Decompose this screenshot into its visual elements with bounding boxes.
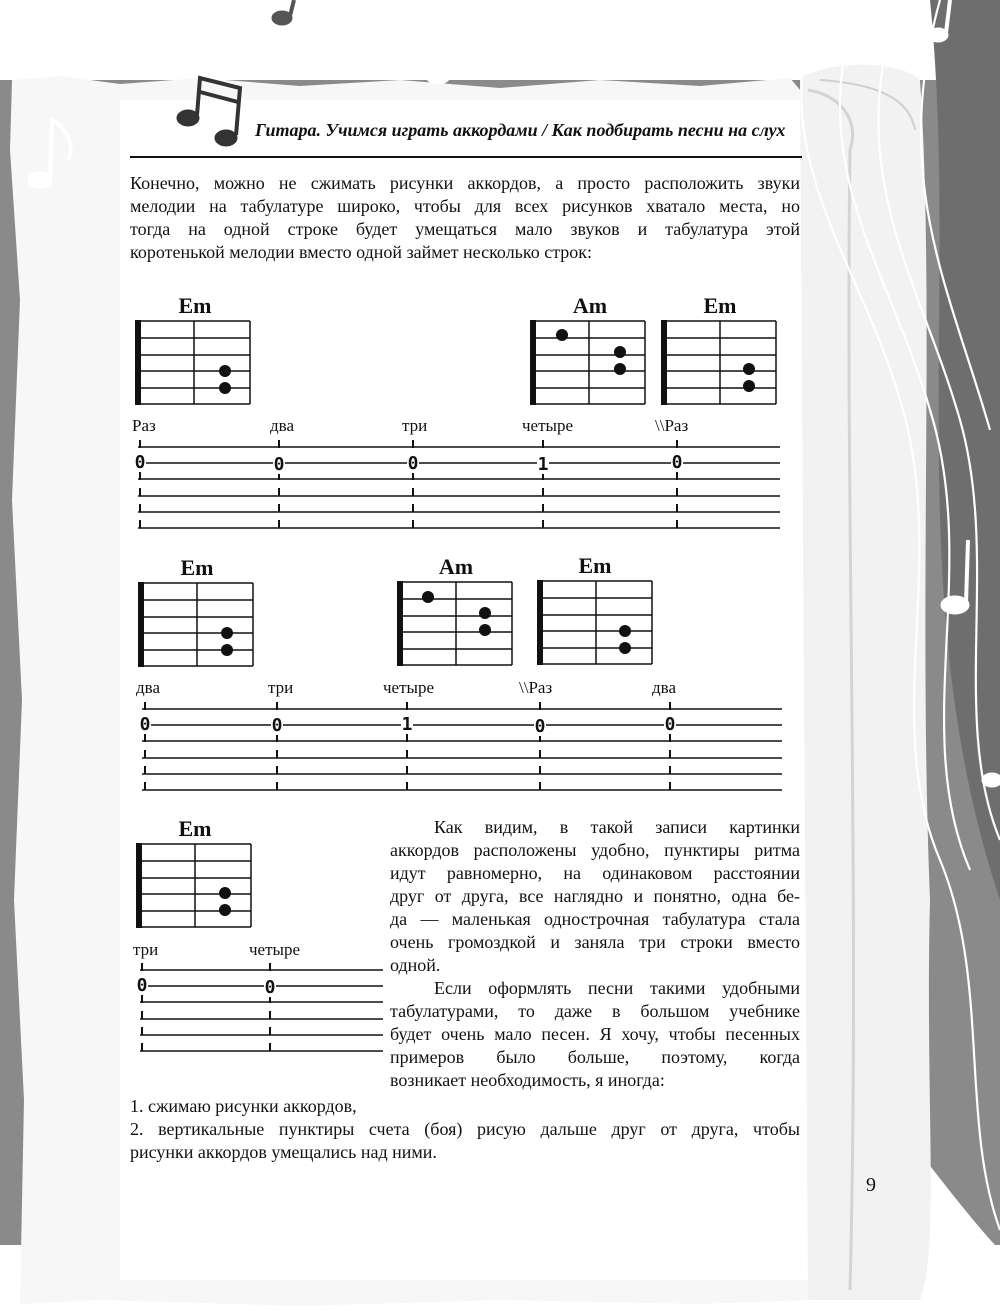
chord-name: Am <box>438 554 474 579</box>
beat-label: \\Раз <box>519 678 553 697</box>
beat-label: три <box>402 416 428 435</box>
beat-label: \\Раз <box>655 416 689 435</box>
list-item: 1. сжимаю рисунки аккордов, <box>130 1096 357 1116</box>
tablature-staff <box>140 702 790 802</box>
chord-name: Am <box>572 293 608 318</box>
beat-label: два <box>652 678 676 697</box>
chord-diagram-icon <box>135 841 255 931</box>
beat-label: три <box>133 940 159 959</box>
beat-label: два <box>270 416 294 435</box>
chord-name: Em <box>178 293 212 318</box>
beat-label: четыре <box>522 416 573 435</box>
text-line: да — маленькая однострочная табулатура стала <box>390 909 800 929</box>
tab-fret-number: 0 <box>671 452 683 473</box>
text-line: друг от друга, все наглядно и понятно, одна бе- <box>390 886 800 906</box>
text-line: будет очень мало песен. Я хочу, чтобы песенных <box>390 1024 800 1044</box>
tab-fret-number: 0 <box>136 975 148 996</box>
tablature-staff <box>136 440 786 540</box>
tab-fret-number: 0 <box>273 454 285 475</box>
text-line: одной. <box>390 955 441 975</box>
tab-fret-number: 0 <box>264 977 276 998</box>
text-line: тогда на одной строке будет умещаться мало звуков и табулатура этой <box>130 219 800 239</box>
text-line: табулатурами, то даже в большом учебнике <box>390 1001 800 1021</box>
chord-name: Em <box>180 555 214 580</box>
chord-diagram-icon <box>396 579 516 669</box>
text-line: аккордов расположены удобно, пунктиры ритма <box>390 840 800 860</box>
header-rule <box>130 156 802 158</box>
list-item: рисунки аккордов умещались над ними. <box>130 1142 437 1162</box>
chord-name: Em <box>578 553 612 578</box>
tab-fret-number: 0 <box>407 453 419 474</box>
page-number: 9 <box>866 1174 876 1196</box>
chord-diagram-icon <box>137 580 257 670</box>
text-line: очень громоздкой и заняла три строки вместо <box>390 932 800 952</box>
side-paragraph <box>390 816 800 1092</box>
chord-name: Em <box>178 816 212 841</box>
tab-fret-number: 0 <box>134 452 146 473</box>
text-line: Как видим, в такой записи картинки <box>434 817 800 837</box>
beat-label: четыре <box>383 678 434 697</box>
text-line: возникает необходимость, я иногда: <box>390 1070 665 1090</box>
text-line: Если оформлять песни такими удобными <box>434 978 800 998</box>
tab-fret-number: 1 <box>401 714 413 735</box>
tab-fret-number: 0 <box>271 715 283 736</box>
beat-label: четыре <box>249 940 300 959</box>
text-line: коротенькой мелодии вместо одной займет несколько строк: <box>130 242 593 262</box>
intro-paragraph <box>130 172 800 264</box>
text-line: идут равномерно, на одинаковом расстоянии <box>390 863 800 883</box>
tab-fret-number: 1 <box>537 454 549 475</box>
chord-diagram-icon <box>660 318 780 408</box>
chord-diagram-icon <box>134 318 254 408</box>
tab-fret-number: 0 <box>534 716 546 737</box>
text-line: примеров было больше, поэтому, когда <box>390 1047 800 1067</box>
chord-diagram-icon <box>529 318 649 408</box>
text-line: Конечно, можно не сжимать рисунки аккордов, а просто расположить звуки <box>130 173 800 193</box>
tablature-staff <box>138 963 388 1063</box>
tab-fret-number: 0 <box>139 714 151 735</box>
beat-label: Раз <box>132 416 156 435</box>
chord-diagram-icon <box>536 578 656 668</box>
running-header: Гитара. Учимся играть аккордами / Как подбирать песни на слух <box>255 120 786 140</box>
tab-fret-number: 0 <box>664 714 676 735</box>
chord-name: Em <box>703 293 737 318</box>
list-item: 2. вертикальные пунктиры счета (боя) рисую дальше друг от друга, чтобы <box>130 1119 800 1139</box>
beat-label: три <box>268 678 294 697</box>
text-line: мелодии на табулатуре широко, чтобы для всех рисунков хватало места, но <box>130 196 800 216</box>
numbered-list <box>130 1095 800 1164</box>
beat-label: два <box>136 678 160 697</box>
